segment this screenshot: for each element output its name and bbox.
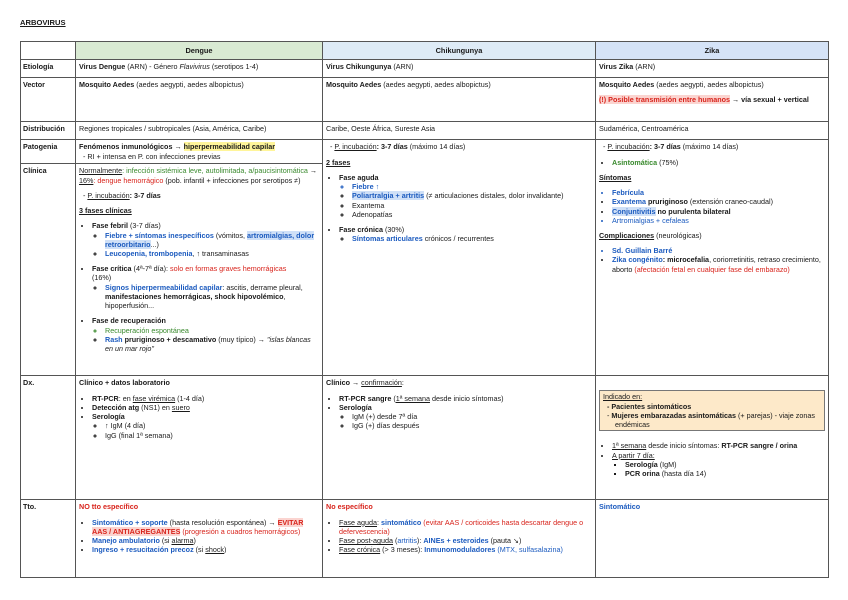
dx-chik: Clínico → confirmación: • RT-PCR sangre (1ª semana desde inicio síntomas) • Serología ◦ IgM (+) desde 7ª día ◦ IgG (+) días después bbox=[323, 376, 596, 500]
distribucion-zika: Sudamérica, Centroamérica bbox=[596, 122, 829, 140]
row-patogenia bbox=[21, 140, 829, 164]
row-etiologia bbox=[21, 60, 829, 78]
header-chikungunya: Chikungunya bbox=[323, 42, 596, 60]
etiologia-chik: Virus Chikungunya (ARN) bbox=[323, 60, 596, 78]
row-label-distribucion: Distribución bbox=[21, 122, 76, 140]
distribucion-dengue: Regiones tropicales / subtropicales (Asia, América, Caribe) bbox=[76, 122, 323, 140]
clinica-chik: - P. incubación: 3-7 días (máximo 14 días) 2 fases • Fase aguda ◦ Fiebre ↑ ◦ Poliartralgia + artritis (≠ articulaciones distales, dolor invalidante) ◦ Exantema ◦ Adenopatías • Fase crónica (30%) ◦ Síntomas articulares crónicos / recurrentes bbox=[323, 140, 596, 376]
row-label-dx: Dx. bbox=[21, 376, 76, 500]
row-tto bbox=[21, 500, 829, 578]
arbovirus-table bbox=[20, 41, 829, 578]
zika-human-transmission: (!) Posible transmisión entre humanos bbox=[599, 94, 730, 104]
vector-chik: Mosquito Aedes (aedes aegypti, aedes albopictus) bbox=[323, 78, 596, 122]
vector-zika: Mosquito Aedes (aedes aegypti, aedes albopictus) (!) Posible transmisión entre humanos → vía sexual + vertical bbox=[596, 78, 829, 122]
tto-chik: No específico • Fase aguda: sintomático (evitar AAS / corticoides hasta descartar dengue o defervescencia) • Fase post-aguda (artritis): AINEs + esteroides (pauta ↘) • Fase crónica (> 3 meses): Inmunomoduladores (MTX, sulfasalazina) bbox=[323, 500, 596, 578]
header-empty bbox=[21, 42, 76, 60]
etiologia-dengue: Virus Dengue (ARN) - Género Flavivirus (serotipos 1-4) bbox=[76, 60, 323, 78]
row-distribucion bbox=[21, 122, 829, 140]
distribucion-chik: Caribe, Oeste África, Sureste Asia bbox=[323, 122, 596, 140]
clinica-dengue: Normalmente: infección sistémica leve, autolimitada, a/paucisintomática → 16%: dengue hemorrágico (pob. infantil + infecciones por serotipos ≠) - P. incubación: 3-7 días 3 fases clínicas • Fase febril (3-7 días) ◦ Fiebre + síntomas inespecíficos (vómitos, artromialgias, dolor retroorbitario...) ◦ Leucopenia, trombopenia, ↑ transaminasas • Fase crítica (4ª-7ª día): solo en formas graves hemorrágicas (16%) ◦ Signos hiperpermeabilidad capilar: ascitis, derrame pleural, manifestaciones hemorrágicas, shock hipovolémico, hipoperfusión... • Fase de recuperación ◦ Recuperación espontánea ◦ Rash pruriginoso + descamativo (muy típico) → "islas blancas en un mar rojo" bbox=[76, 164, 323, 376]
header-dengue: Dengue bbox=[76, 42, 323, 60]
tto-dengue: NO tto específico • Sintomático + soporte (hasta resolución espontánea) → EVITAR AAS / ANTIAGREGANTES (progresión a cuadros hemorrágicos) • Manejo ambulatorio (si alarma) • Ingreso + resucitación precoz (si shock) bbox=[76, 500, 323, 578]
tto-zika: Sintomático bbox=[596, 500, 829, 578]
dx-zika: Indicado en: - Pacientes sintomáticos - Mujeres embarazadas asintomáticas (+ parejas) - viaje zonas endémicas • 1ª semana desde inicio síntomas: RT-PCR sangre / orina • A partir 7 día: ▪ Serología (IgM) ▪ PCR orina (hasta día 14) bbox=[596, 376, 829, 500]
dx-dengue: Clínico + datos laboratorio • RT-PCR: en fase virémica (1-4 día) • Detección atg (NS1) en suero • Serología ◦ ↑ IgM (4 día) ◦ IgG (final 1ª semana) bbox=[76, 376, 323, 500]
patogenia-dengue: Fenómenos inmunológicos → hiperpermeabilidad capilar - RI + intensa en P. con infecciones previas bbox=[76, 140, 323, 164]
etiologia-zika: Virus Zika (ARN) bbox=[596, 60, 829, 78]
clinica-zika: - P. incubación: 3-7 días (máximo 14 días) • Asintomática (75%) Síntomas • Febrícula • Exantema pruriginoso (extensión craneo-caudal) • Conjuntivitis no purulenta bilateral • Artromialgias + cefaleas Complicaciones (neurológicas) • Sd. Guillain Barré • Zika congénito: microcefalia, coriorretinitis, retraso crecimiento, aborto (afectación fetal en cualquier fase del embarazo) bbox=[596, 140, 829, 376]
row-label-etiologia: Etiología bbox=[21, 60, 76, 78]
document-title: ARBOVIRUS bbox=[20, 18, 66, 27]
row-vector bbox=[21, 78, 829, 122]
vector-dengue: Mosquito Aedes (aedes aegypti, aedes albopictus) bbox=[76, 78, 323, 122]
header-zika: Zika bbox=[596, 42, 829, 60]
row-dx bbox=[21, 376, 829, 500]
zika-indication-box: Indicado en: - Pacientes sintomáticos - Mujeres embarazadas asintomáticas (+ parejas) - viaje zonas endémicas bbox=[599, 390, 825, 431]
header-row bbox=[21, 42, 829, 60]
row-label-clinica: Clínica bbox=[21, 164, 76, 376]
row-label-vector: Vector bbox=[21, 78, 76, 122]
row-label-tto: Tto. bbox=[21, 500, 76, 578]
row-label-patogenia: Patogenia bbox=[21, 140, 76, 164]
